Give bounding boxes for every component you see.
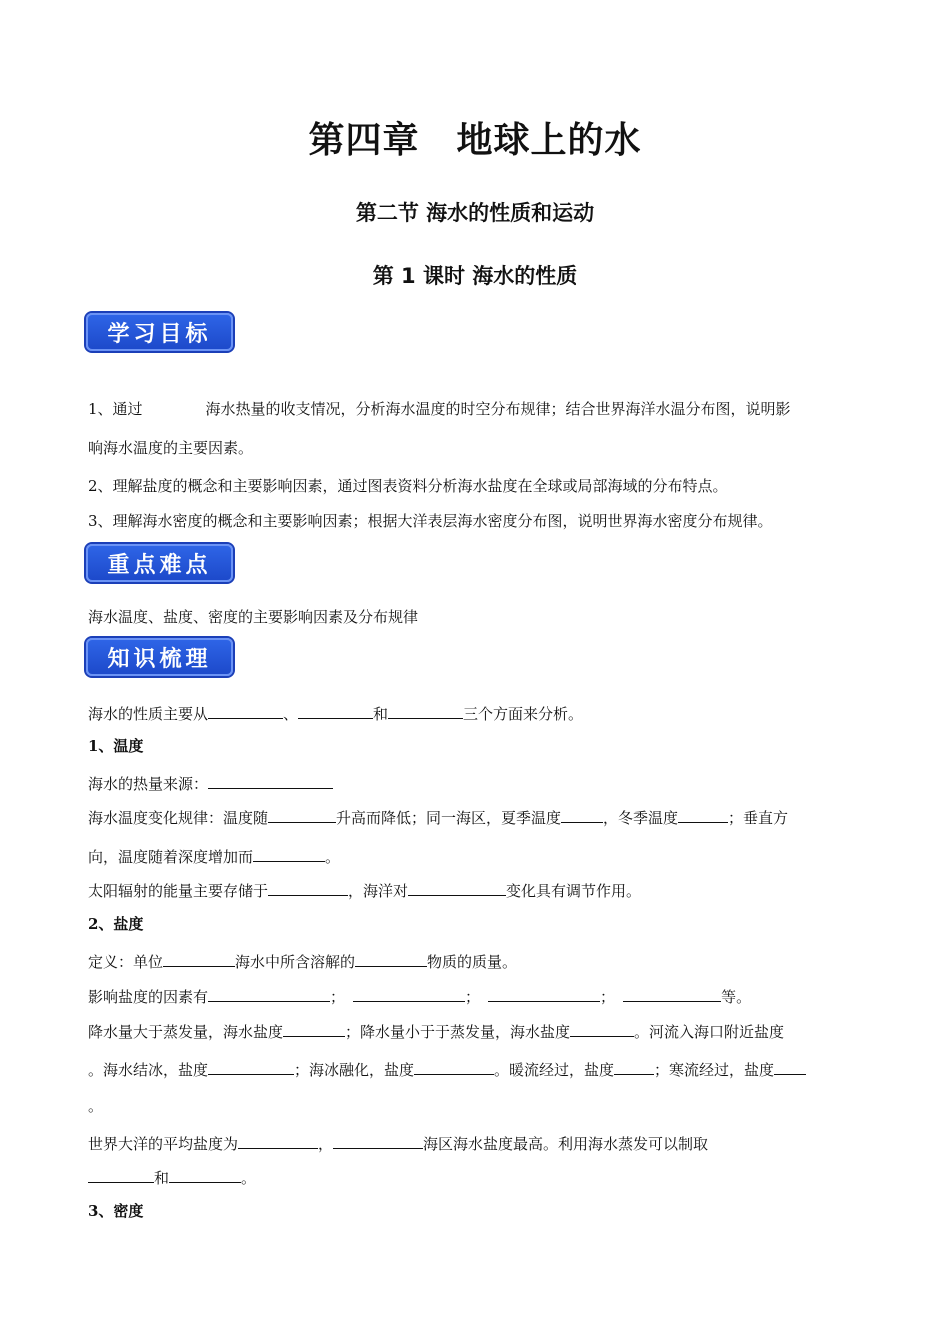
- keypoints-text: 海水温度、盐度、密度的主要影响因素及分布规律: [88, 608, 419, 626]
- salinity-rule-line-1: 降水量大于蒸发量，海水盐度 ；降水量小于于蒸发量，海水盐度 。河流入海口附近盐度: [88, 1020, 784, 1042]
- density-heading: 3、密度: [88, 1202, 144, 1220]
- blank[interactable]: [208, 702, 283, 719]
- chapter-title: 第四章 地球上的水: [308, 120, 642, 161]
- blank[interactable]: [283, 1020, 345, 1037]
- blank[interactable]: [678, 806, 728, 823]
- objectives-badge: 学习目标: [86, 313, 233, 351]
- blank[interactable]: [408, 879, 506, 896]
- salinity-average-line-2: 和 。: [88, 1166, 256, 1188]
- salinity-definition: 定义：单位 海水中所含溶解的 物质的质量。: [88, 950, 517, 972]
- knowledge-intro: 海水的性质主要从 、 和 三个方面来分析。: [88, 702, 583, 724]
- temperature-heading: 1、温度: [88, 737, 144, 755]
- blank[interactable]: [623, 985, 721, 1002]
- blank[interactable]: [570, 1020, 634, 1037]
- keypoints-badge: 重点难点: [86, 544, 233, 582]
- blank[interactable]: [169, 1166, 241, 1183]
- blank[interactable]: [774, 1058, 806, 1075]
- section-title: 第二节 海水的性质和运动: [355, 201, 595, 225]
- objective-3: 3、理解海水密度的概念和主要影响因素；根据大洋表层海水密度分布图，说明世界海水密度分布规律。: [88, 512, 773, 530]
- temperature-source: 海水的热量来源：: [88, 772, 333, 794]
- lesson-title: 第 1 课时 海水的性质: [372, 264, 578, 288]
- blank[interactable]: [614, 1058, 654, 1075]
- blank[interactable]: [253, 845, 325, 862]
- blank[interactable]: [88, 1166, 154, 1183]
- salinity-heading: 2、盐度: [88, 915, 144, 933]
- temperature-rule-line-1: 海水温度变化规律：温度随 升高而降低；同一海区，夏季温度 ，冬季温度 ；垂直方: [88, 806, 788, 828]
- objective-1-line-2: 响海水温度的主要因素。: [88, 439, 254, 457]
- salinity-rule-line-2: 。海水结冰，盐度 ；海冰融化，盐度 。暖流经过，盐度 ；寒流经过，盐度: [88, 1058, 806, 1080]
- blank[interactable]: [208, 985, 330, 1002]
- temperature-storage: 太阳辐射的能量主要存储于 ，海洋对 变化具有调节作用。: [88, 879, 641, 901]
- salinity-rule-line-3: 。: [88, 1097, 104, 1115]
- objective-2: 2、理解盐度的概念和主要影响因素，通过图表资料分析海水盐度在全球或局部海域的分布特点。: [88, 477, 728, 495]
- objective-1-line-1: 1、通过 海水热量的收支情况，分析海水温度的时空分布规律；结合世界海洋水温分布图，说明影: [88, 400, 791, 418]
- temperature-rule-line-2: 向，温度随着深度增加而 。: [88, 845, 340, 867]
- blank[interactable]: [208, 1058, 294, 1075]
- blank[interactable]: [208, 772, 333, 789]
- blank[interactable]: [298, 702, 373, 719]
- salinity-factors: 影响盐度的因素有 ； ； ； 等。: [88, 985, 751, 1007]
- blank[interactable]: [268, 806, 336, 823]
- salinity-average-line-1: 世界大洋的平均盐度为 ， 海区海水盐度最高。利用海水蒸发可以制取: [88, 1132, 708, 1154]
- blank[interactable]: [561, 806, 603, 823]
- blank[interactable]: [163, 950, 235, 967]
- blank[interactable]: [353, 985, 465, 1002]
- blank[interactable]: [388, 702, 463, 719]
- blank[interactable]: [414, 1058, 494, 1075]
- blank[interactable]: [488, 985, 600, 1002]
- blank[interactable]: [333, 1132, 423, 1149]
- blank[interactable]: [355, 950, 427, 967]
- blank[interactable]: [268, 879, 348, 896]
- blank[interactable]: [238, 1132, 318, 1149]
- knowledge-badge: 知识梳理: [86, 638, 233, 676]
